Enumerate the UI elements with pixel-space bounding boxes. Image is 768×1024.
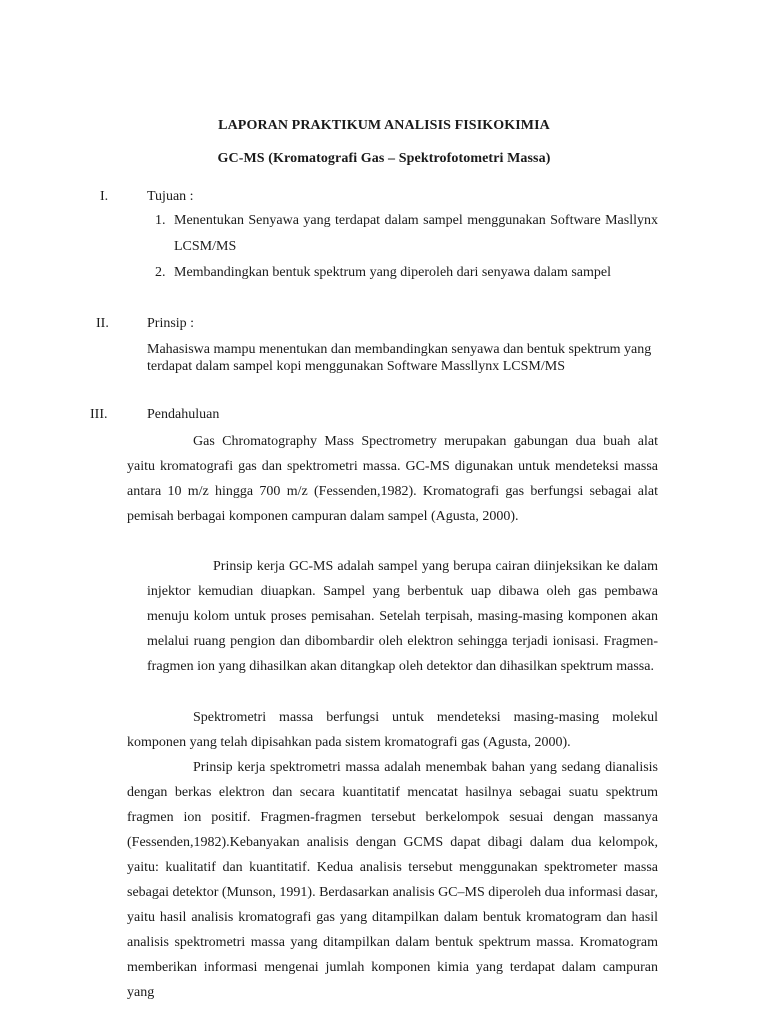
paragraph: Prinsip kerja spektrometri massa adalah menembak bahan yang sedang dianalisis dengan berkas elektron dan secara kuantitatif mencatat hasilnya sebagai suatu spektrum fragmen ion positif. Fragmen-fragmen tersebut berkelompok sesuai dengan massanya (Fessenden,1982).Kebanyakan analisis dengan GCMS dapat dibagi dalam dua kelompok, yaitu: kualitatif dan kuantitatif. Kedua analisis tersebut menggunakan spektrometer massa sebagai detektor (Munson, 1991). Berdasarkan analisis GC–MS diperoleh dua informasi dasar, yaitu hasil analisis kromatografi gas yang ditampilkan dalam bentuk kromatogram dan hasil analisis spektrometri massa yang ditampilkan dalam bentuk spektrum massa. Kromatogram memberikan informasi mengenai jumlah komponen kimia yang terdapat dalam campuran yang [127,760,658,1000]
paragraph: Prinsip kerja GC-MS adalah sampel yang berupa cairan diinjeksikan ke dalam injektor kemudian diuapkan. Sampel yang berbentuk uap dibawa oleh gas pembawa menuju kolom untuk proses pemisahan. Setelah terpisah, masing-masing komponen akan melalui ruang pengion dan dibombardir oleh elektron sehingga terjadi ionisasi. Fragmen-fragmen ion yang dihasilkan akan ditangkap oleh detektor dan dihasilkan spektrum massa. [147,559,658,674]
section-heading: Tujuan : [147,189,194,204]
section-number: II. [96,316,109,331]
section-number: I. [100,189,109,204]
document-subtitle: GC-MS (Kromatografi Gas – Spektrofotometri Massa) [217,151,551,166]
paragraph: Gas Chromatography Mass Spectrometry merupakan gabungan dua buah alat yaitu kromatografi gas dan spektrometri massa. GC-MS digunakan untuk mendeteksi massa antara 10 m/z hingga 700 m/z (Fessenden,1982). Kromatografi gas berfungsi sebagai alat pemisah berbagai komponen campuran dalam sampel (Agusta, 2000). [127,434,658,524]
section-number: III. [90,407,108,422]
list-item-text: Membandingkan bentuk spektrum yang diperoleh dari senyawa dalam sampel [174,265,611,280]
section-body: Mahasiswa mampu menentukan dan membandingkan senyawa dan bentuk spektrum yang terdapat dalam sampel kopi menggunakan Software Massllynx LCSM/MS [147,342,652,374]
section-heading: Pendahuluan [147,407,220,422]
list-item [155,260,658,286]
paragraph: Spektrometri massa berfungsi untuk mendeteksi masing-masing molekul komponen yang telah dipisahkan pada sistem kromatografi gas (Agusta, 2000). [127,710,658,750]
list-item [155,208,658,260]
section-heading: Prinsip : [147,316,195,331]
list-item-number: 1. [155,213,166,228]
list-item-text: Menentukan Senyawa yang terdapat dalam sampel menggunakan Software Masllynx LCSM/MS [174,213,658,254]
list-item-number: 2. [155,265,166,280]
document-title: LAPORAN PRAKTIKUM ANALISIS FISIKOKIMIA [218,118,550,133]
